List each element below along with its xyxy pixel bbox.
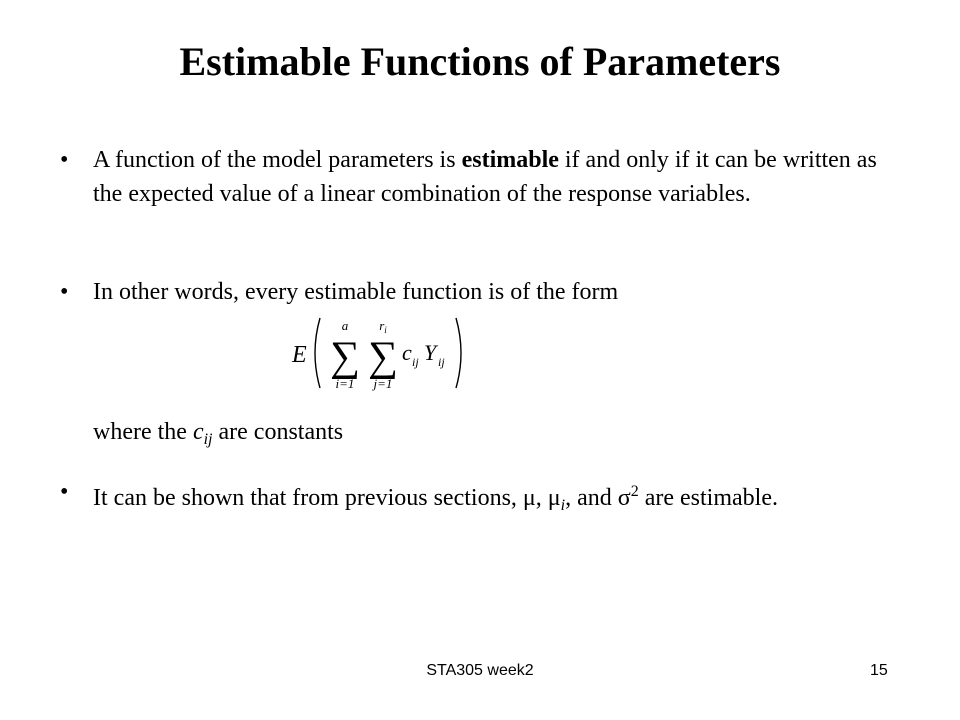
- sum2-lower: j=1: [373, 376, 393, 391]
- left-paren: [315, 318, 320, 388]
- bullet-form-statement: In other words, every estimable function is of the form: [93, 279, 619, 305]
- formula-c-sub: ij: [412, 355, 419, 369]
- bullet-text: It can be shown that from previous sections,: [93, 485, 523, 511]
- expectation-formula: [290, 312, 470, 394]
- formula-Y: Y: [424, 340, 437, 365]
- bold-term: estimable: [461, 147, 559, 173]
- footer-course-label: STA305 week2: [426, 662, 534, 679]
- sum1-sigma: ∑: [330, 334, 360, 380]
- where-var: c: [192, 419, 204, 445]
- bullet-estimable-params: [93, 475, 883, 523]
- bullet-estimable-definition: [93, 143, 883, 211]
- where-clause: [93, 415, 343, 457]
- bullet-text: are estimable.: [638, 485, 778, 511]
- bullet-dot: •: [60, 279, 69, 305]
- mu-i-subscript: i: [560, 497, 566, 514]
- where-sub: ij: [203, 431, 213, 448]
- where-text: where the: [93, 419, 193, 445]
- slide-title: Estimable Functions of Parameters: [179, 39, 781, 84]
- mu-symbol: μ: [522, 485, 536, 511]
- sigma-superscript: 2: [630, 483, 639, 500]
- formula-c: c: [402, 340, 412, 365]
- sum1-upper: a: [341, 318, 349, 333]
- formula-Y-sub: ij: [438, 355, 445, 369]
- sum2-sigma: ∑: [368, 334, 398, 380]
- sigma-symbol: σ: [617, 485, 631, 511]
- where-text: are constants: [212, 419, 344, 445]
- bullet-text: ,: [535, 485, 548, 511]
- bullet-dot: •: [60, 479, 69, 505]
- mu-i-symbol: μ: [547, 485, 561, 511]
- bullet-text: if and only if it can be written as the expected value of a linear combination of the response variables.: [93, 147, 877, 207]
- sum2-upper: $r_i$: [379, 318, 387, 335]
- formula-E: E: [292, 342, 307, 368]
- footer-page-number: 15: [870, 662, 888, 679]
- bullet-text: A function of the model parameters is: [93, 147, 462, 173]
- sum1-lower: i=1: [335, 376, 355, 391]
- bullet-text: , and: [565, 485, 618, 511]
- bullet-dot: •: [60, 147, 69, 173]
- right-paren: [456, 318, 461, 388]
